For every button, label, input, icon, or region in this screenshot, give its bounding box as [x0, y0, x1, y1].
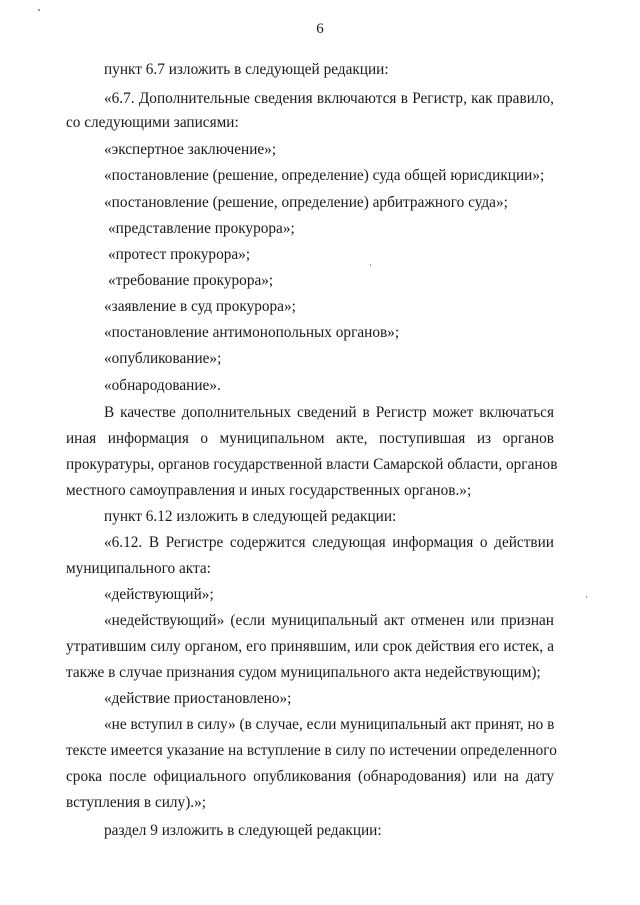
list-item: «заявление в суд прокурора»;	[104, 298, 296, 315]
list-item: «постановление антимонопольных органов»;	[104, 324, 400, 341]
paragraph-line: В качестве дополнительных сведений в Регистр может включаться	[104, 404, 554, 421]
list-item: «постановление (решение, определение) арбитражного суда»;	[104, 194, 508, 211]
page-number: 6	[316, 21, 324, 37]
list-item: «протест прокурора»;	[108, 246, 251, 263]
list-item: «действующий»;	[104, 586, 214, 603]
list-item: «действие приостановлено»;	[104, 690, 292, 707]
scan-speck	[370, 264, 371, 266]
paragraph-line: «6.12. В Регистре содержится следующая информация о действии	[104, 534, 554, 551]
paragraph-line: иная информация о муниципальном акте, поступившая из органов	[66, 430, 554, 447]
paragraph-line: муниципального акта:	[66, 560, 211, 577]
paragraph-line: «6.7. Дополнительные сведения включаются в Регистр, как правило,	[104, 90, 554, 107]
paragraph-line: срока после официального опубликования (обнародования) или на дату	[66, 768, 554, 785]
list-item: «обнародование».	[104, 377, 221, 394]
list-item: «экспертное заключение»;	[104, 141, 277, 158]
paragraph-line: «недействующий» (если муниципальный акт отменен или признан	[104, 612, 554, 629]
scan-speck	[586, 596, 587, 598]
paragraph-line: вступления в силу).»;	[66, 794, 207, 811]
paragraph-line: тексте имеется указание на вступление в силу по истечении определенного	[66, 742, 557, 759]
paragraph-line: «не вступил в силу» (в случае, если муниципальный акт принят, но в	[104, 716, 555, 733]
list-item: «постановление (решение, определение) суда общей юрисдикции»;	[104, 167, 545, 184]
list-item: «опубликование»;	[104, 350, 222, 367]
paragraph-line: пункт 6.7 изложить в следующей редакции:	[104, 61, 389, 78]
paragraph-line: со следующими записями:	[66, 114, 239, 131]
list-item: «представление прокурора»;	[108, 220, 295, 237]
scan-speck	[38, 9, 40, 11]
paragraph-line: утратившим силу органом, его принявшим, или срок действия его истек, а	[66, 638, 554, 655]
paragraph-line: пункт 6.12 изложить в следующей редакции:	[104, 508, 397, 525]
list-item: «требование прокурора»;	[108, 272, 274, 289]
paragraph-line: также в случае признания судом муниципального акта недействующим);	[66, 664, 541, 681]
paragraph-line: прокуратуры, органов государственной власти Самарской области, органов	[66, 456, 558, 473]
paragraph-line: раздел 9 изложить в следующей редакции:	[104, 822, 382, 839]
paragraph-line: местного самоуправления и иных государственных органов.»;	[66, 482, 472, 499]
